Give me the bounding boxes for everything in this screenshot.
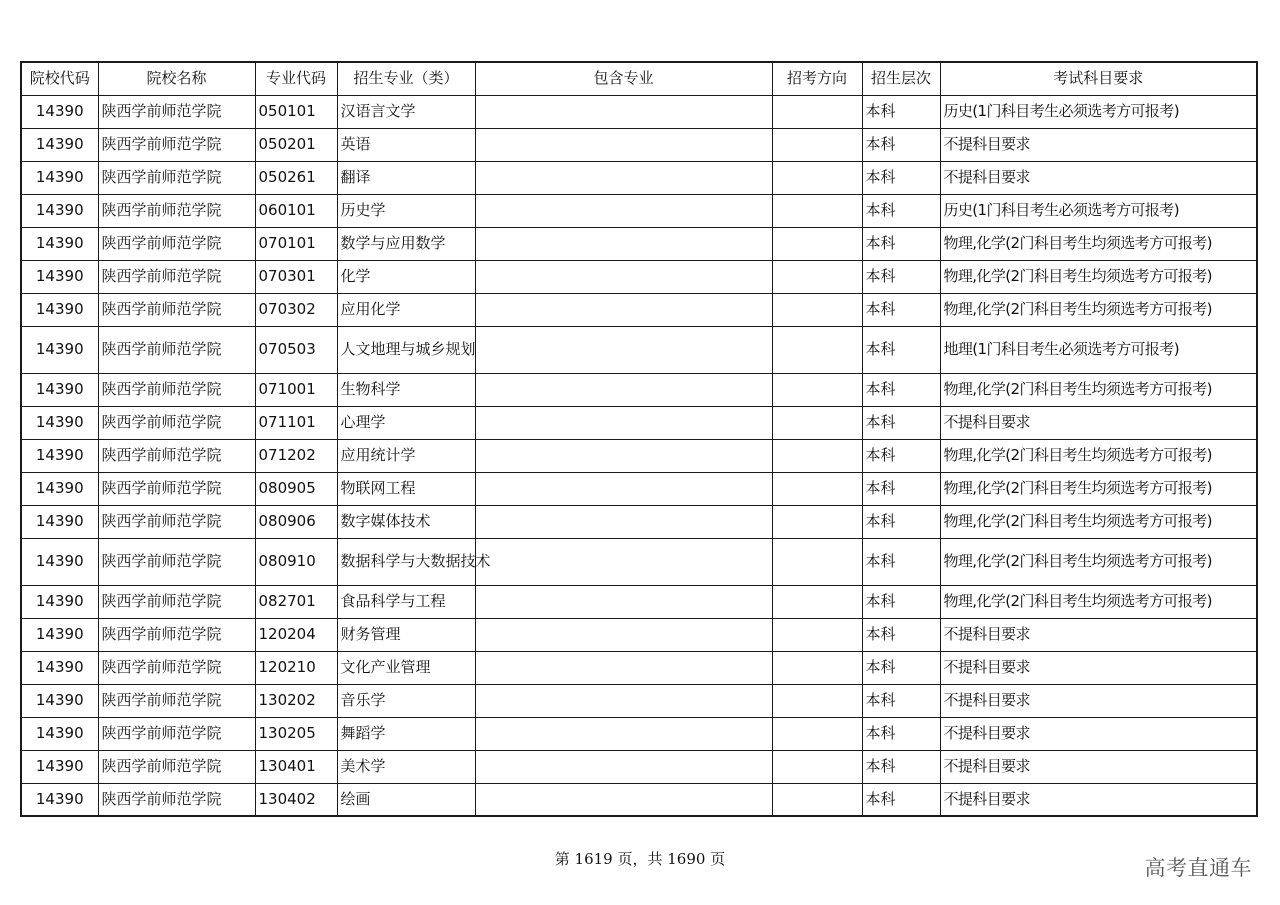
cell-direction [772, 538, 862, 585]
table-row [21, 684, 1257, 717]
cell-major: 历史学 [337, 194, 475, 227]
cell-school-code: 14390 [21, 194, 98, 227]
cell-school-code: 14390 [21, 293, 98, 326]
cell-includes [475, 326, 772, 373]
cell-school-name: 陕西学前师范学院 [98, 128, 255, 161]
cell-direction [772, 260, 862, 293]
table-row [21, 373, 1257, 406]
table-row [21, 95, 1257, 128]
table-row [21, 439, 1257, 472]
cell-major-code: 130401 [255, 750, 337, 783]
watermark-text: 高考直通车 [1144, 856, 1252, 880]
cell-school-code: 14390 [21, 227, 98, 260]
cell-requirement: 不提科目要求 [940, 783, 1257, 816]
table-row [21, 717, 1257, 750]
table-row [21, 227, 1257, 260]
cell-direction [772, 227, 862, 260]
cell-level: 本科 [862, 439, 940, 472]
cell-major: 生物科学 [337, 373, 475, 406]
page-number: 第 1619 页，共 1690 页 [554, 850, 726, 868]
table-row [21, 326, 1257, 373]
cell-school-name: 陕西学前师范学院 [98, 684, 255, 717]
cell-major-code: 070301 [255, 260, 337, 293]
cell-requirement: 不提科目要求 [940, 128, 1257, 161]
cell-school-name: 陕西学前师范学院 [98, 406, 255, 439]
cell-direction [772, 293, 862, 326]
cell-direction [772, 439, 862, 472]
cell-major-code: 130202 [255, 684, 337, 717]
cell-school-code: 14390 [21, 651, 98, 684]
cell-school-name: 陕西学前师范学院 [98, 260, 255, 293]
cell-school-name: 陕西学前师范学院 [98, 585, 255, 618]
cell-requirement: 历史(1门科目考生必须选考方可报考) [940, 194, 1257, 227]
cell-level: 本科 [862, 227, 940, 260]
cell-major-code: 120210 [255, 651, 337, 684]
cell-school-code: 14390 [21, 717, 98, 750]
cell-requirement: 不提科目要求 [940, 618, 1257, 651]
cell-direction [772, 585, 862, 618]
cell-school-name: 陕西学前师范学院 [98, 194, 255, 227]
cell-school-name: 陕西学前师范学院 [98, 505, 255, 538]
cell-major-code: 071001 [255, 373, 337, 406]
cell-direction [772, 618, 862, 651]
cell-includes [475, 406, 772, 439]
cell-includes [475, 750, 772, 783]
cell-major: 应用统计学 [337, 439, 475, 472]
cell-major-code: 070302 [255, 293, 337, 326]
cell-requirement: 地理(1门科目考生必须选考方可报考) [940, 326, 1257, 373]
cell-requirement: 物理,化学(2门科目考生均须选考方可报考) [940, 373, 1257, 406]
cell-requirement: 不提科目要求 [940, 717, 1257, 750]
header-row [21, 62, 1257, 95]
cell-major-code: 120204 [255, 618, 337, 651]
table-row [21, 406, 1257, 439]
cell-major: 化学 [337, 260, 475, 293]
cell-includes [475, 260, 772, 293]
cell-level: 本科 [862, 783, 940, 816]
cell-major: 心理学 [337, 406, 475, 439]
cell-direction [772, 161, 862, 194]
table-row [21, 161, 1257, 194]
cell-requirement: 不提科目要求 [940, 750, 1257, 783]
cell-school-code: 14390 [21, 326, 98, 373]
cell-school-code: 14390 [21, 750, 98, 783]
table-row [21, 293, 1257, 326]
cell-school-code: 14390 [21, 684, 98, 717]
cell-level: 本科 [862, 538, 940, 585]
cell-school-name: 陕西学前师范学院 [98, 538, 255, 585]
admission-requirements-table [20, 61, 1258, 817]
cell-school-code: 14390 [21, 161, 98, 194]
table-row [21, 505, 1257, 538]
cell-requirement: 不提科目要求 [940, 406, 1257, 439]
cell-requirement: 物理,化学(2门科目考生均须选考方可报考) [940, 472, 1257, 505]
cell-major-code: 050101 [255, 95, 337, 128]
cell-school-code: 14390 [21, 585, 98, 618]
cell-school-code: 14390 [21, 783, 98, 816]
cell-includes [475, 651, 772, 684]
cell-includes [475, 194, 772, 227]
cell-direction [772, 750, 862, 783]
cell-includes [475, 618, 772, 651]
table-header [21, 62, 1257, 95]
cell-school-name: 陕西学前师范学院 [98, 783, 255, 816]
table-row [21, 194, 1257, 227]
cell-level: 本科 [862, 472, 940, 505]
cell-major-code: 060101 [255, 194, 337, 227]
cell-direction [772, 128, 862, 161]
cell-major-code: 080910 [255, 538, 337, 585]
cell-requirement: 物理,化学(2门科目考生均须选考方可报考) [940, 538, 1257, 585]
table-body [21, 95, 1257, 816]
header-school-code: 院校代码 [21, 62, 98, 95]
cell-requirement: 物理,化学(2门科目考生均须选考方可报考) [940, 439, 1257, 472]
table-row [21, 260, 1257, 293]
cell-level: 本科 [862, 585, 940, 618]
cell-school-code: 14390 [21, 618, 98, 651]
cell-school-name: 陕西学前师范学院 [98, 161, 255, 194]
cell-level: 本科 [862, 684, 940, 717]
header-major-code: 专业代码 [255, 62, 337, 95]
cell-major: 翻译 [337, 161, 475, 194]
cell-includes [475, 128, 772, 161]
cell-school-name: 陕西学前师范学院 [98, 717, 255, 750]
cell-major: 文化产业管理 [337, 651, 475, 684]
cell-major: 应用化学 [337, 293, 475, 326]
cell-school-code: 14390 [21, 439, 98, 472]
cell-requirement: 物理,化学(2门科目考生均须选考方可报考) [940, 585, 1257, 618]
cell-school-code: 14390 [21, 538, 98, 585]
table-row [21, 128, 1257, 161]
cell-level: 本科 [862, 406, 940, 439]
cell-level: 本科 [862, 373, 940, 406]
cell-level: 本科 [862, 326, 940, 373]
cell-school-name: 陕西学前师范学院 [98, 472, 255, 505]
cell-level: 本科 [862, 505, 940, 538]
cell-major-code: 071202 [255, 439, 337, 472]
header-level: 招生层次 [862, 62, 940, 95]
cell-major-code: 050261 [255, 161, 337, 194]
cell-includes [475, 684, 772, 717]
cell-direction [772, 406, 862, 439]
cell-major-code: 050201 [255, 128, 337, 161]
cell-includes [475, 373, 772, 406]
cell-direction [772, 505, 862, 538]
cell-major: 食品科学与工程 [337, 585, 475, 618]
cell-major-code: 071101 [255, 406, 337, 439]
cell-includes [475, 227, 772, 260]
cell-direction [772, 194, 862, 227]
cell-includes [475, 717, 772, 750]
cell-level: 本科 [862, 128, 940, 161]
cell-major: 物联网工程 [337, 472, 475, 505]
cell-school-code: 14390 [21, 505, 98, 538]
cell-direction [772, 717, 862, 750]
cell-school-name: 陕西学前师范学院 [98, 95, 255, 128]
cell-major: 舞蹈学 [337, 717, 475, 750]
cell-major: 人文地理与城乡规划 [337, 326, 475, 373]
cell-includes [475, 439, 772, 472]
cell-major-code: 080906 [255, 505, 337, 538]
cell-major: 数字媒体技术 [337, 505, 475, 538]
table-row [21, 651, 1257, 684]
cell-level: 本科 [862, 161, 940, 194]
cell-requirement: 历史(1门科目考生必须选考方可报考) [940, 95, 1257, 128]
header-major: 招生专业（类） [337, 62, 475, 95]
cell-requirement: 物理,化学(2门科目考生均须选考方可报考) [940, 227, 1257, 260]
cell-major: 数学与应用数学 [337, 227, 475, 260]
cell-includes [475, 585, 772, 618]
cell-requirement: 不提科目要求 [940, 651, 1257, 684]
cell-includes [475, 505, 772, 538]
cell-level: 本科 [862, 750, 940, 783]
cell-level: 本科 [862, 95, 940, 128]
cell-requirement: 物理,化学(2门科目考生均须选考方可报考) [940, 505, 1257, 538]
cell-requirement: 物理,化学(2门科目考生均须选考方可报考) [940, 293, 1257, 326]
cell-level: 本科 [862, 194, 940, 227]
cell-school-name: 陕西学前师范学院 [98, 326, 255, 373]
cell-major-code: 070503 [255, 326, 337, 373]
cell-major: 绘画 [337, 783, 475, 816]
cell-major-code: 130402 [255, 783, 337, 816]
cell-includes [475, 293, 772, 326]
cell-requirement: 不提科目要求 [940, 684, 1257, 717]
cell-school-name: 陕西学前师范学院 [98, 373, 255, 406]
table-row [21, 783, 1257, 816]
cell-major-code: 070101 [255, 227, 337, 260]
cell-major-code: 082701 [255, 585, 337, 618]
cell-includes [475, 95, 772, 128]
cell-direction [772, 472, 862, 505]
cell-major: 英语 [337, 128, 475, 161]
cell-requirement: 不提科目要求 [940, 161, 1257, 194]
cell-school-name: 陕西学前师范学院 [98, 618, 255, 651]
cell-level: 本科 [862, 293, 940, 326]
cell-school-name: 陕西学前师范学院 [98, 293, 255, 326]
header-school-name: 院校名称 [98, 62, 255, 95]
table-row [21, 472, 1257, 505]
cell-school-code: 14390 [21, 128, 98, 161]
table-row [21, 750, 1257, 783]
table-row [21, 585, 1257, 618]
cell-school-code: 14390 [21, 406, 98, 439]
header-includes: 包含专业 [475, 62, 772, 95]
cell-direction [772, 373, 862, 406]
cell-school-code: 14390 [21, 373, 98, 406]
cell-school-name: 陕西学前师范学院 [98, 439, 255, 472]
table-row [21, 618, 1257, 651]
cell-level: 本科 [862, 618, 940, 651]
cell-school-name: 陕西学前师范学院 [98, 651, 255, 684]
cell-school-code: 14390 [21, 260, 98, 293]
cell-includes [475, 161, 772, 194]
cell-level: 本科 [862, 651, 940, 684]
cell-school-name: 陕西学前师范学院 [98, 750, 255, 783]
cell-major: 数据科学与大数据技术 [337, 538, 475, 585]
cell-includes [475, 783, 772, 816]
cell-direction [772, 651, 862, 684]
cell-major: 财务管理 [337, 618, 475, 651]
cell-major: 美术学 [337, 750, 475, 783]
header-requirement: 考试科目要求 [940, 62, 1257, 95]
cell-requirement: 物理,化学(2门科目考生均须选考方可报考) [940, 260, 1257, 293]
cell-school-code: 14390 [21, 472, 98, 505]
cell-includes [475, 538, 772, 585]
cell-direction [772, 95, 862, 128]
table-row [21, 538, 1257, 585]
cell-level: 本科 [862, 260, 940, 293]
cell-major-code: 080905 [255, 472, 337, 505]
cell-direction [772, 783, 862, 816]
cell-includes [475, 472, 772, 505]
cell-major: 音乐学 [337, 684, 475, 717]
cell-school-code: 14390 [21, 95, 98, 128]
cell-major: 汉语言文学 [337, 95, 475, 128]
header-direction: 招考方向 [772, 62, 862, 95]
cell-school-name: 陕西学前师范学院 [98, 227, 255, 260]
cell-level: 本科 [862, 717, 940, 750]
cell-direction [772, 326, 862, 373]
cell-direction [772, 684, 862, 717]
cell-major-code: 130205 [255, 717, 337, 750]
